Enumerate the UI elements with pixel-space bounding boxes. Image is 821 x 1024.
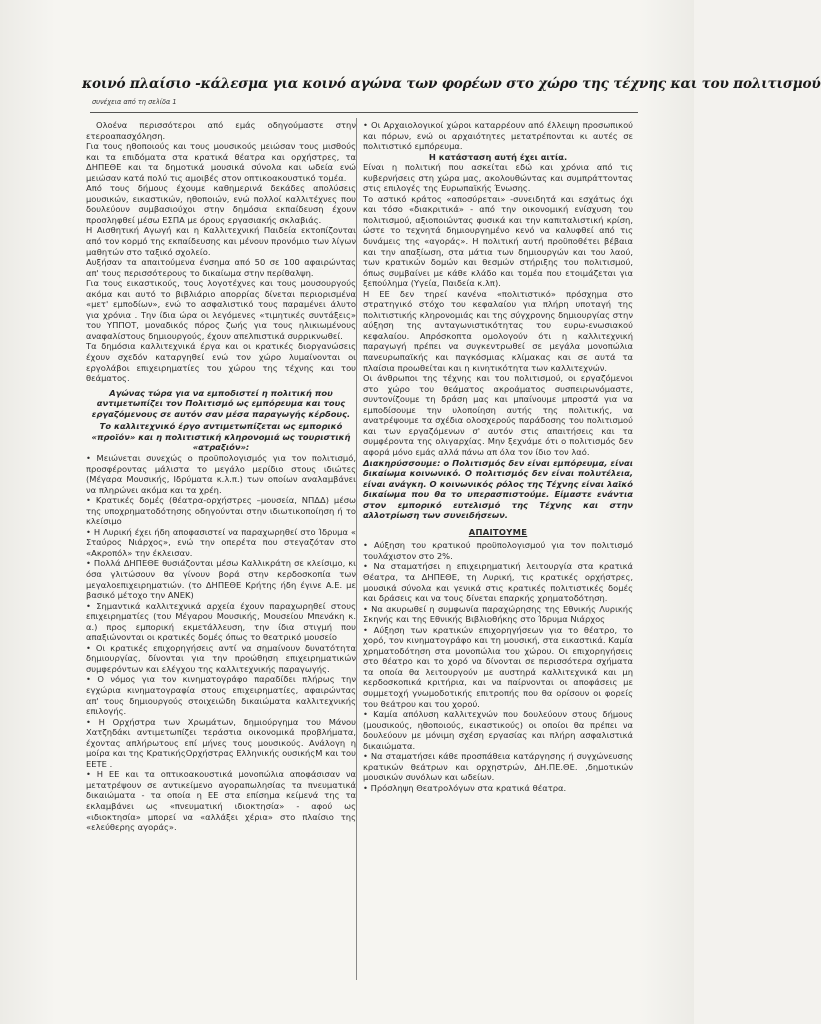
paragraph: Για τους εικαστικούς, τους λογοτέχνες και τους μουσουργούς ακόμα και αυτό το βιβλιάριο απορρίας δίνεται περιορισμένα «μετ' εμποδίων», ενώ το ασφαλιστικό τους παραμένει άλυτο για χρόνια . Την ίδια ώρα οι λεγόμενες «τιμητικές συντάξεις» του ΥΠΠΟΤ, μοναδικός πόρος ζωής για τους ηλικιωμένους αναφαλίστους δημιουργούς, έχουν απελπιστικά συρρικνωθεί. <box>86 278 356 341</box>
paragraph: Αυξήσαν τα απαιτούμενα ένσημα από 50 σε 100 αφαιρώντας απ' τους περισσότερους το δικαίωμα στην περίθαλψη. <box>86 257 356 278</box>
paragraph: Η ΕΕ δεν τηρεί κανένα «πολιτιστικό» πρόσχημα στο στρατηγικό στόχο του κεφαλαίου για πλήρη υποταγή της πολιτιστικής κληρονομιάς και της σύγχρονης δημιουργίας στην αύξηση της ανταγωνιστικότητας του ευρω-ενωσιακού κεφαλαίου. Απρόσκοπτα ομολογούν ότι η καλλιτεχνική παραγωγή πρέπει να συγκεντρωθεί σε μεγάλα μονοπώλια πανευρωπαϊκής και παγκόσμιας κλίμακας και σε αυτά τα πλαίσια προωθείται και η κινητικότητα των καλλιτεχνών. <box>363 288 633 373</box>
bullet-item: • Η ΕΕ και τα οπτικοακουστικά μονοπώλια αποφάσισαν να μετατρέψουν σε αντικείμενο αγοραπωλησίας τα πνευματικά δικαιώματα - τα οποία η ΕΕ στα επίσημα κείμενά της τα εκλαμβάνει ως «πνευματική ιδιοκτησία» - αφού ως «ιδιοκτησία» μπορεί να «αλλάξει χέρια» στο πλαίσιο της «ελεύθερης αγοράς». <box>86 769 356 833</box>
bullet-item: • Πολλά ΔΗΠΕΘΕ θυσιάζονται μέσω Καλλικράτη σε κλείσιμο, κι όσα γλιτώσουν θα γίνουν βορά στην κερδοσκοπία των μεγαλοεπιχειρηματιών. (το ΔΗΠΕΘΕ Κρήτης ήδη έγινε Α.Ε. με βασικό μέτοχο την ΑΝΕΚ) <box>86 558 356 601</box>
bullet-item: • Μειώνεται συνεχώς ο προϋπολογισμός για τον πολιτισμό, προσφέροντας μάλιστα το μεγάλο μερίδιο στους ιδιώτες (Μέγαρα Μουσικής, Ιδρύματα κ.λ.π.) των οποίων αναλαμβάνει να πληρώνει ακόμα και τα χρέη. <box>86 452 356 495</box>
declaration: Διακηρύσσουμε: ο Πολιτισμός δεν είναι εμπόρευμα, είναι δικαίωμα κοινωνικό. Ο πολιτισμός δεν είναι πολυτέλεια, είναι ανάγκη. Ο κοινωνικός ρόλος της Τέχνης είναι λαϊκό δικαίωμα που θα το υπερασπιστούμε. Είμαστε ενάντια στον εμπορικό ευτελισμό της Τέχνης και στην αλλοτρίωση των συνειδήσεων. <box>363 457 633 521</box>
demands-heading: ΑΠΑΙΤΟΥΜΕ <box>468 526 528 537</box>
bullet-item: • Κρατικές δομές (θέατρα-ορχήστρες –μουσεία, ΝΠΔΔ) μέσω της υποχρηματοδότησης οδηγούνται στην ιδιωτικοποίηση ή το κλείσιμο <box>86 495 356 527</box>
paragraph: Το αστικό κράτος «αποσύρεται» -συνειδητά και εσχάτως όχι και τόσο «διακριτικά» - από την οικονομική ενίσχυση του πολιτισμού, αξιοποιώντας φυσικά και την καπιταλιστική κρίση, ώστε το τεχνητά δημιουργημένο κενό να καλυφθεί από τις δυνάμεις της «αγοράς». Η πολιτική αυτή προϋποθέτει βέβαια και την απαξίωση, στα μάτια των δημιουργών και του λαού, των κρατικών δομών και θεσμών στήριξης του πολιτισμού, όπως συμβαίνει με κάθε κλάδο και τομέα που ετοιμάζεται για ξεπούλημα (Υγεία, Παιδεία κ.λπ). <box>363 193 633 289</box>
demand-item: • Να ακυρωθεί η συμφωνία παραχώρησης της Εθνικής Λυρικής Σκηνής και της Εθνικής Βιβλιοθήκης στο Ίδρυμα Νιάρχος <box>363 603 633 625</box>
continued-from-note: συνέχεια από τη σελίδα 1 <box>92 98 177 106</box>
paragraph: Ολοένα περισσότεροι από εμάς οδηγούμαστε στην ετεροαπασχόληση. <box>86 120 356 141</box>
bullet-item: • Σημαντικά καλλιτεχνικά αρχεία έχουν παραχωρηθεί στους επιχειρηματίες (του Μέγαρου Μουσικής, Μουσείου Μπενάκη κ. α.) προς εμπορική εκμετάλλευση, την ίδια στιγμή που απαξιώνονται οι κρατικές δομές όπως το θεατρικό μουσείο <box>86 600 356 643</box>
paragraph: Είναι η πολιτική που ασκείται εδώ και χρόνια από τις κυβερνήσεις στη χώρα μας, ακολουθώντας και συμπράττοντας στις επιλογές της Ευρωπαϊκής Ένωσης. <box>363 162 633 194</box>
header-rule <box>90 112 638 113</box>
left-column <box>86 120 356 833</box>
bullet-item: • Οι Αρχαιολογικοί χώροι καταρρέουν από έλλειψη προσωπικού και πόρων, ενώ οι αρχαιότητες μετατρέπονται κι αυτές σε πολιτιστικό εμπόρευμα. <box>363 120 633 152</box>
demand-item: • Καμία απόλυση καλλιτεχνών που δουλεύουν στους δήμους (μουσικούς, ηθοποιούς, εικαστικούς) οι οποίοι θα πρέπει να δουλεύουν με μόνιμη σχέση εργασίας και πλήρη ασφαλιστικά δικαιώματα. <box>363 709 633 751</box>
section-heading: Η κατάσταση αυτή έχει αιτία. <box>428 151 568 162</box>
bullet-item: • Ο νόμος για τον κινηματογράφο παραδίδει πλήρως την εγχώρια κινηματογραφία στους επιχειρηματίες, αφαιρώντας απ' τους δημιουργούς στοιχειώδη δικαιώματα καλλιτεχνικής επιλογής. <box>86 674 356 717</box>
bullet-item: • Οι κρατικές επιχορηγήσεις αντί να σημαίνουν δυνατότητα δημιουργίας, δίνονται για την προώθηση επιχειρηματικών συμφερόντων και ελέγχου της καλλιτεχνικής παραγωγής. <box>86 642 356 674</box>
paragraph: Η Αισθητική Αγωγή και η Καλλιτεχνική Παιδεία εκτοπίζονται από τον κορμό της εκπαίδευσης και μένουν προνόμιο των λίγων μαθητών στο ταξικό σχολείο. <box>86 225 356 257</box>
demand-item: • Πρόσληψη Θεατρολόγων στα κρατικά θέατρα. <box>363 782 567 793</box>
demand-item: • Αύξηση του κρατικού προϋπολογισμού για τον πολιτισμό τουλάχιστον στο 2%. <box>363 540 633 561</box>
paragraph: Οι άνθρωποι της τέχνης και του πολιτισμού, οι εργαζόμενοι στο χώρο του θεάματος ακροάματος συσπειρωνόμαστε, συντονίζουμε τη δράση μας και μπαίνουμε μπροστά για να εμποδίσουμε την υλοποίηση αυτής της πολιτικής, να ανατρέψουμε τα σχέδια ολοσχερούς παράδοσης του πολιτισμού και των εργαζόμενων σ' αυτόν στις απαιτήσεις και τα συμφέροντα της ολιγαρχίας. Μην ξεχνάμε ότι ο πολιτισμός δεν αφορά μόνο εμάς αλλά πάνω απ όλα τον ίδιο τον λαό. <box>363 373 633 457</box>
demand-item: • Να σταματήσει κάθε προσπάθεια κατάργησης ή συγχώνευσης κρατικών θεάτρων και ορχηστρών, ΔΗ.ΠΕ.ΘΕ. ,δημοτικών μουσικών συνόλων και ωδείων. <box>363 751 633 783</box>
paragraph: Για τους ηθοποιούς και τους μουσικούς μειώσαν τους μισθούς και τα επιδόματα στα κρατικά θέατρα και ορχήστρες, τα ΔΗΠΕΘΕ και τα δημοτικά μουσικά σύνολα και ωδεία ενώ μειώσαν κατά πολύ τις αμοιβές στον οπτικοακουστικό τομέα. <box>86 141 356 183</box>
article-headline: κοινό πλαίσιο -κάλεσμα για κοινό αγώνα των φορέων στο χώρο της τέχνης και του πολιτισμού <box>82 76 821 92</box>
subheading: Αγώνας τώρα για να εμποδιστεί η πολιτική που αντιμετωπίζει τον Πολιτισμό ως εμπόρευμα και τους εργαζόμενους σε αυτόν σαν μέσα παραγωγής κέρδους. <box>91 387 351 419</box>
paragraph: Τα δημόσια καλλιτεχνικά έργα και οι κρατικές διοργανώσεις έχουν σχεδόν καταργηθεί ενώ τον χώρο λυμαίνονται οι εργολάβοι επιχειρηματίες του χώρου της τέχνης και του θεάματος. <box>86 341 356 384</box>
bullet-item: • Η Ορχήστρα των Χρωμάτων, δημιούργημα του Μάνου Χατζηδάκι αντιμετωπίζει τεράστια οικονομικά προβλήματα, έχοντας απλήρωτους επί μήνες τους μουσικούς. Ανάλογη η μοίρα και της ΚρατικήςΟρχήστρας Ελληνικής ουσικήςΜ και του ΕΕΤΕ . <box>86 716 356 769</box>
demand-item: • Αύξηση των κρατικών επιχορηγήσεων για το θέατρο, το χορό, τον κινηματογράφο και τη μουσική, στα εικαστικά. Καμία χρηματοδότηση στα μονοπώλια του χώρου. Οι επιχορηγήσεις στο θέατρο και το χορό να δίνονται σε περισσότερα σχήματα τα οποία θα λειτουργούν με αυστηρά καλλιτεχνικά και μη κερδοσκοπικά κριτήρια, και να παίρνονται οι αποφάσεις με συμμετοχή γνωμοδοτικής επιτροπής που θα ορίσουν οι φορείς του θεάτρου και του χορού. <box>363 624 633 709</box>
bullet-item: • Η Λυρική έχει ήδη αποφασιστεί να παραχωρηθεί στο Ίδρυμα « Σταύρος Νιάρχος», ενώ την οπερέτα που στεγαζόταν στο «Ακροπόλ» την έκλεισαν. <box>86 526 356 558</box>
right-column <box>363 120 633 793</box>
column-divider <box>356 118 357 980</box>
demand-item: • Να σταματήσει η επιχειρηματική λειτουργία στα κρατικά Θέατρα, τα ΔΗΠΕΘΕ, τη Λυρική, τις κρατικές ορχήστρες, μουσικά σύνολα και γενικά στις κρατικές πολιτιστικές δομές και δράσεις και να τους δίνεται επαρκής χρηματοδότηση. <box>363 561 633 604</box>
paragraph: Από τους δήμους έχουμε καθημερινά δεκάδες απολύσεις μουσικών, εικαστικών, ηθοποιών, ενώ πολλοί καλλιτέχνες που δουλεύουν συμβασιούχοι στην δημόσια εκπαίδευση έχουν προσληφθεί μέσω ΕΣΠΑ με όρους εργασιακής σκλαβιάς. <box>86 183 356 225</box>
subheading: Το καλλιτεχνικό έργο αντιμετωπίζεται ως εμπορικό «προϊόν» και η πολιτιστική κληρονομιά ως τουριστική «ατραξιόν»: <box>91 421 351 453</box>
